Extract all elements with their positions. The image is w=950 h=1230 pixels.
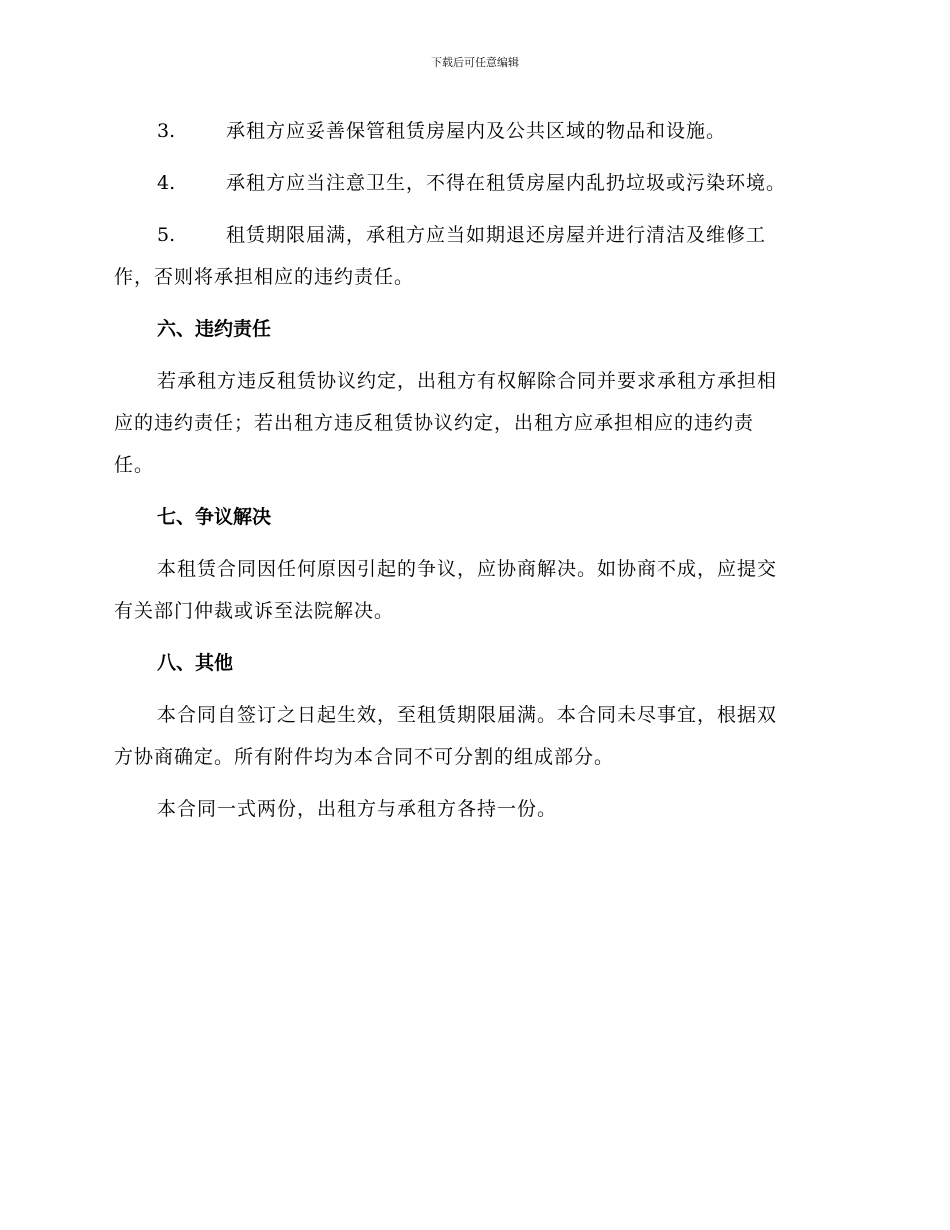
list-item	[114, 110, 834, 152]
item-text: 承租方应妥善保管租赁房屋内及公共区域的物品和设施。	[226, 120, 727, 142]
list-item	[114, 214, 834, 256]
item-number: 3.	[157, 120, 176, 142]
section-title: 六、违约责任	[157, 318, 272, 340]
paragraph-line: 有关部门仲裁或诉至法院解决。	[114, 600, 395, 622]
document-body	[114, 110, 834, 830]
list-item	[114, 162, 834, 204]
paragraph-line: 本合同自签订之日起生效，至租赁期限届满。本合同未尽事宜，根据双	[157, 704, 778, 726]
item-text: 承租方应当注意卫生，不得在租赁房屋内乱扔垃圾或污染环境。	[226, 172, 787, 194]
paragraph-line: 方协商确定。所有附件均为本合同不可分割的组成部分。	[114, 746, 615, 768]
item-number: 4.	[157, 172, 176, 194]
paragraph-line: 本合同一式两份，出租方与承租方各持一份。	[157, 798, 558, 820]
paragraph-line: 本租赁合同因任何原因引起的争议，应协商解决。如协商不成，应提交	[157, 558, 778, 580]
paragraph-line: 任。	[114, 454, 155, 476]
section-title: 七、争议解决	[157, 506, 272, 528]
page-header: 下载后可任意编辑	[431, 56, 519, 69]
item-number: 5.	[157, 224, 176, 246]
item-continuation: 作，否则将承担相应的违约责任。	[114, 266, 415, 288]
item-text: 租赁期限届满，承租方应当如期退还房屋并进行清洁及维修工	[226, 224, 767, 246]
paragraph-line: 应的违约责任；若出租方违反租赁协议约定，出租方应承担相应的违约责	[114, 412, 755, 434]
section-title: 八、其他	[157, 652, 234, 674]
paragraph-line: 若承租方违反租赁协议约定，出租方有权解除合同并要求承租方承担相	[157, 370, 778, 392]
